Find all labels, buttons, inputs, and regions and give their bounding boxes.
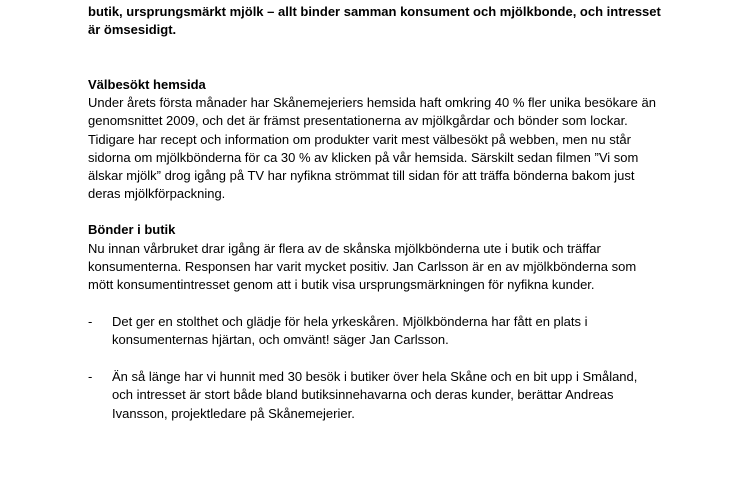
- bullet-line: konsumenternas hjärtan, och omvänt! säger Jan Carlsson.: [112, 332, 449, 348]
- body-line: konsumenterna. Responsen har varit mycket positiv. Jan Carlsson är en av mjölkbönderna som: [88, 259, 637, 274]
- bullet-line: och intresset är stort både bland butiksinnehavarna och deras kunder, berättar Andreas: [112, 387, 614, 403]
- body-line: sidorna om mjölkbönderna för ca 30 % av klicken på vår hemsida. Särskilt sedan filmen ”Vi som: [88, 150, 639, 165]
- body-line: älskar mjölk” drog igång på TV har nyfikna strömmat till sidan för att träffa bönderna bakom just: [88, 168, 635, 183]
- bullet-marker: -: [88, 314, 93, 329]
- body-line: mött konsumentintresset genom att i butik visa ursprungsmärkningen för nyfikna kunder.: [88, 277, 595, 292]
- bullet-marker: -: [88, 369, 93, 384]
- bullet-line: Än så länge har vi hunnit med 30 besök i butiker över hela Skåne och en bit upp i Småland,: [112, 369, 638, 384]
- body-line: deras mjölkförpackning.: [88, 186, 226, 201]
- intro-line: är ömsesidigt.: [88, 22, 177, 37]
- section-heading: Bönder i butik: [88, 222, 176, 237]
- bullet-line: Det ger en stolthet och glädje för hela yrkeskåren. Mjölkbönderna har fått en plats i: [112, 314, 588, 329]
- body-line: Tidigare har recept och information om produkter varit mest välbesökt på webben, men nu står: [88, 132, 631, 147]
- bullet-item: [88, 313, 688, 350]
- bullet-line: Ivansson, projektledare på Skånemejerier.: [112, 405, 355, 421]
- body-line: Nu innan vårbruket drar igång är flera av de skånska mjölkbönderna ute i butik och träffar: [88, 241, 601, 256]
- section-heading: Välbesökt hemsida: [88, 77, 206, 92]
- bullet-item: [88, 368, 688, 423]
- body-line: genomsnittet 2009, och det är främst presentationerna av mjölkgårdar och bönder som lockar.: [88, 113, 628, 128]
- body-line: Under årets första månader har Skånemejeriers hemsida haft omkring 40 % fler unika besökare än: [88, 95, 656, 110]
- intro-line: butik, ursprungsmärkt mjölk – allt binder samman konsument och mjölkbonde, och intresset: [88, 4, 661, 19]
